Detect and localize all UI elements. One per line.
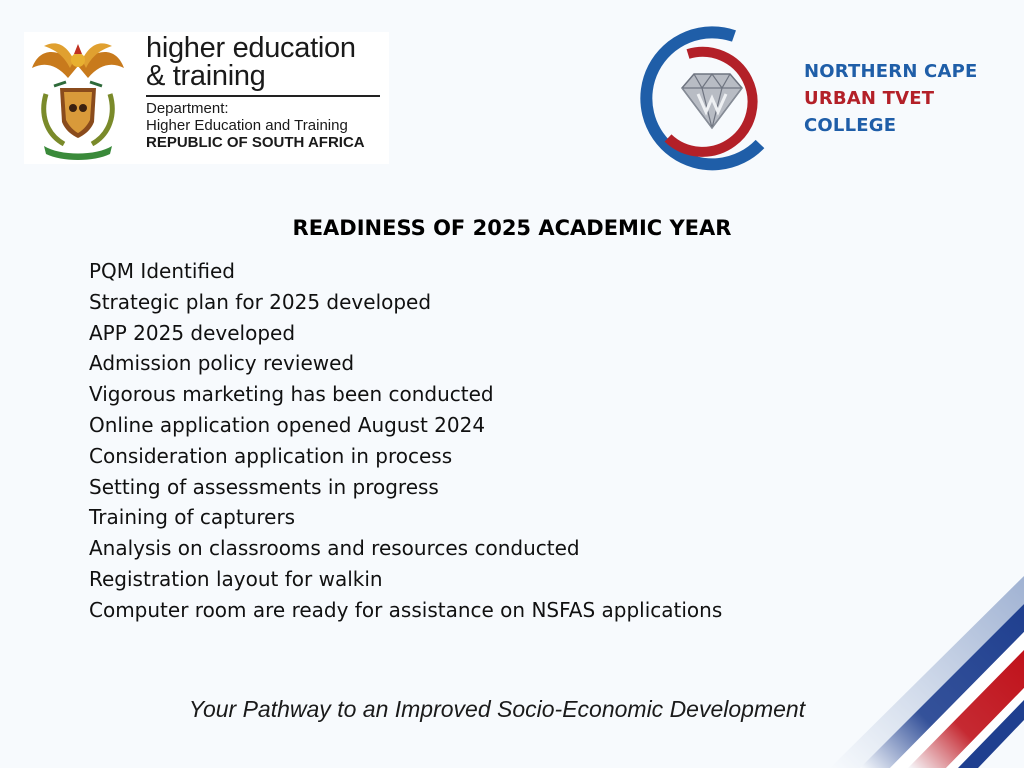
list-item: Admission policy reviewed xyxy=(89,351,355,376)
list-item: Training of capturers xyxy=(89,505,296,530)
dhet-dept-line2: Higher Education and Training xyxy=(146,117,348,134)
list-item: Registration layout for walkin xyxy=(89,566,383,591)
list-item: APP 2025 developed xyxy=(89,320,296,345)
college-name-line3: COLLEGE xyxy=(804,115,897,136)
diamond-emblem-icon xyxy=(636,26,788,172)
college-name-line1: NORTHERN CAPE xyxy=(804,61,978,82)
dhet-logo-department xyxy=(146,100,365,151)
coat-of-arms-icon xyxy=(30,38,126,160)
list-item: Vigorous marketing has been conducted xyxy=(89,382,494,407)
dhet-logo-title xyxy=(146,34,356,90)
college-name xyxy=(804,58,977,139)
slide-tagline: Your Pathway to an Improved Socio-Economic Development xyxy=(188,696,806,722)
readiness-list xyxy=(89,256,722,626)
list-item: Analysis on classrooms and resources conducted xyxy=(89,536,580,561)
dhet-logo xyxy=(24,32,389,164)
list-item: Setting of assessments in progress xyxy=(89,474,439,499)
list-item: Online application opened August 2024 xyxy=(89,412,486,437)
dhet-title-line1: higher education xyxy=(146,32,356,64)
college-name-line2: URBAN TVET xyxy=(804,88,935,109)
corner-stripes-decoration xyxy=(820,570,1024,768)
list-item: Consideration application in process xyxy=(89,443,453,468)
list-item: Strategic plan for 2025 developed xyxy=(89,289,432,314)
list-item: Computer room are ready for assistance on NSFAS applications xyxy=(89,597,723,622)
dhet-dept-line1: Department: xyxy=(146,100,229,117)
dhet-title-line2: & training xyxy=(146,60,266,92)
college-logo xyxy=(636,26,996,172)
dhet-logo-divider xyxy=(146,95,380,97)
list-item: PQM Identified xyxy=(89,259,235,283)
dhet-dept-line3: REPUBLIC OF SOUTH AFRICA xyxy=(146,134,365,151)
slide-title: READINESS OF 2025 ACADEMIC YEAR xyxy=(292,216,732,240)
